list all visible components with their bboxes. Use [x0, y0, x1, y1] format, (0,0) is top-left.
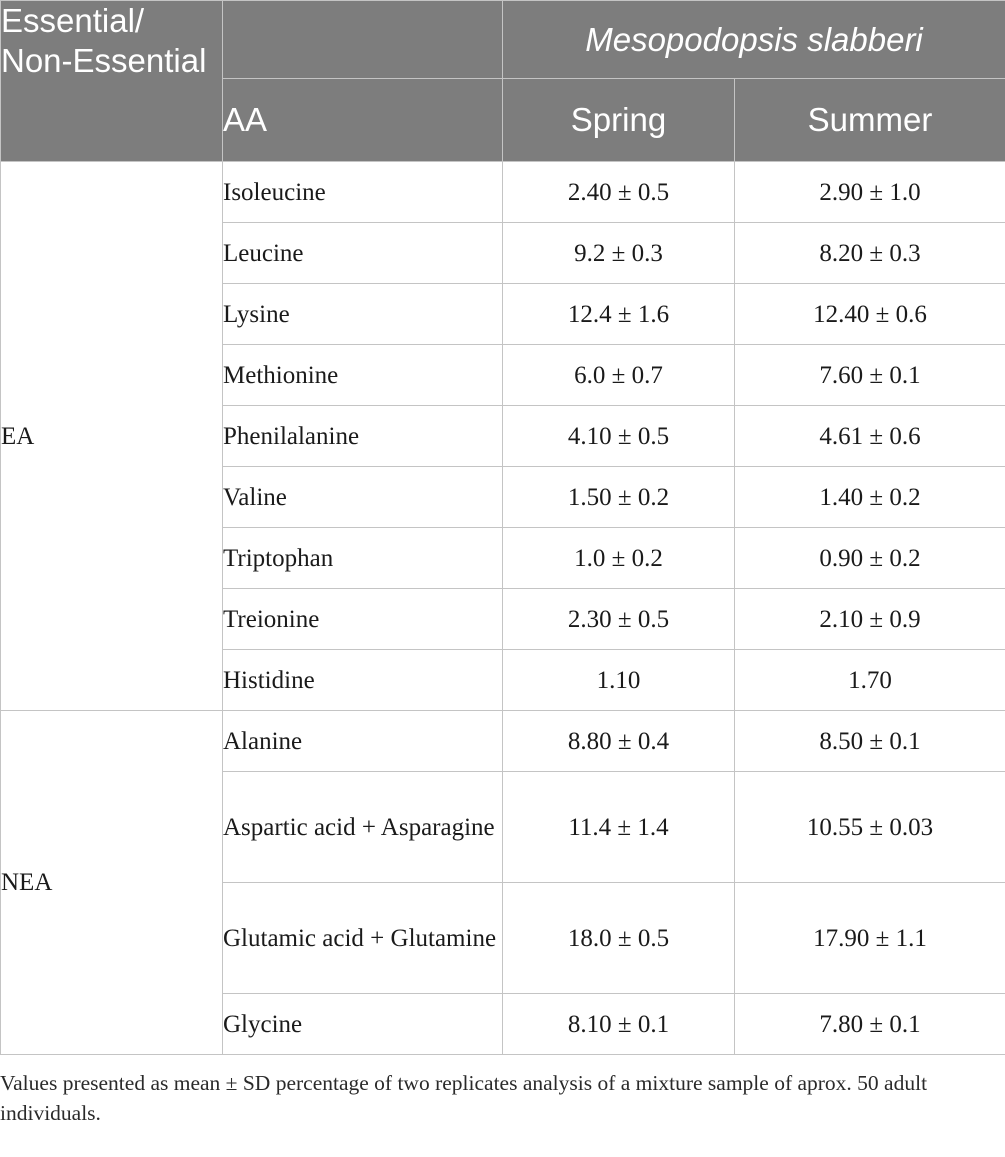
- spring-value: 9.2 ± 0.3: [503, 223, 735, 284]
- spring-value: 18.0 ± 0.5: [503, 883, 735, 994]
- summer-value: 1.70: [735, 650, 1005, 711]
- amino-acid-name: Aspartic acid + Asparagine: [223, 772, 503, 883]
- amino-acid-name: Glutamic acid + Glutamine: [223, 883, 503, 994]
- amino-acid-name: Lysine: [223, 284, 503, 345]
- summer-value: 2.10 ± 0.9: [735, 589, 1005, 650]
- table-row: [1, 162, 1005, 223]
- blank-header-cell: [223, 1, 503, 79]
- summer-value: 7.60 ± 0.1: [735, 345, 1005, 406]
- table-footnote: Values presented as mean ± SD percentage of two replicates analysis of a mixture sample of aprox. 50 adult individuals.: [0, 1071, 928, 1125]
- aa-header: AA: [223, 79, 503, 162]
- spring-value: 2.40 ± 0.5: [503, 162, 735, 223]
- summer-value: 8.50 ± 0.1: [735, 711, 1005, 772]
- summer-value: 4.61 ± 0.6: [735, 406, 1005, 467]
- summer-value: 12.40 ± 0.6: [735, 284, 1005, 345]
- summer-value: 7.80 ± 0.1: [735, 994, 1005, 1055]
- summer-value: 2.90 ± 1.0: [735, 162, 1005, 223]
- summer-value: 10.55 ± 0.03: [735, 772, 1005, 883]
- amino-acid-name: Methionine: [223, 345, 503, 406]
- spring-value: 2.30 ± 0.5: [503, 589, 735, 650]
- table-body: [1, 162, 1005, 1055]
- spring-value: 8.80 ± 0.4: [503, 711, 735, 772]
- spring-value: 1.50 ± 0.2: [503, 467, 735, 528]
- amino-acid-name: Triptophan: [223, 528, 503, 589]
- spring-value: 1.10: [503, 650, 735, 711]
- spring-value: 6.0 ± 0.7: [503, 345, 735, 406]
- summer-value: 1.40 ± 0.2: [735, 467, 1005, 528]
- summer-value: 17.90 ± 1.1: [735, 883, 1005, 994]
- summer-value: 0.90 ± 0.2: [735, 528, 1005, 589]
- amino-acid-name: Glycine: [223, 994, 503, 1055]
- amino-acid-name: Isoleucine: [223, 162, 503, 223]
- amino-acid-name: Leucine: [223, 223, 503, 284]
- amino-acid-name: Treionine: [223, 589, 503, 650]
- group-label-nea: NEA: [1, 711, 223, 1055]
- amino-acid-name: Valine: [223, 467, 503, 528]
- spring-value: 11.4 ± 1.4: [503, 772, 735, 883]
- amino-acid-name: Histidine: [223, 650, 503, 711]
- essential-nonessential-header: Essential/ Non-Essential: [1, 1, 223, 162]
- summer-header: Summer: [735, 79, 1005, 162]
- spring-value: 1.0 ± 0.2: [503, 528, 735, 589]
- group-label-ea: EA: [1, 162, 223, 711]
- summer-value: 8.20 ± 0.3: [735, 223, 1005, 284]
- spring-value: 12.4 ± 1.6: [503, 284, 735, 345]
- amino-acid-name: Phenilalanine: [223, 406, 503, 467]
- table-row: [1, 711, 1005, 772]
- species-header: Mesopodopsis slabberi: [503, 1, 1005, 79]
- spring-value: 4.10 ± 0.5: [503, 406, 735, 467]
- spring-value: 8.10 ± 0.1: [503, 994, 735, 1055]
- spring-header: Spring: [503, 79, 735, 162]
- amino-acid-name: Alanine: [223, 711, 503, 772]
